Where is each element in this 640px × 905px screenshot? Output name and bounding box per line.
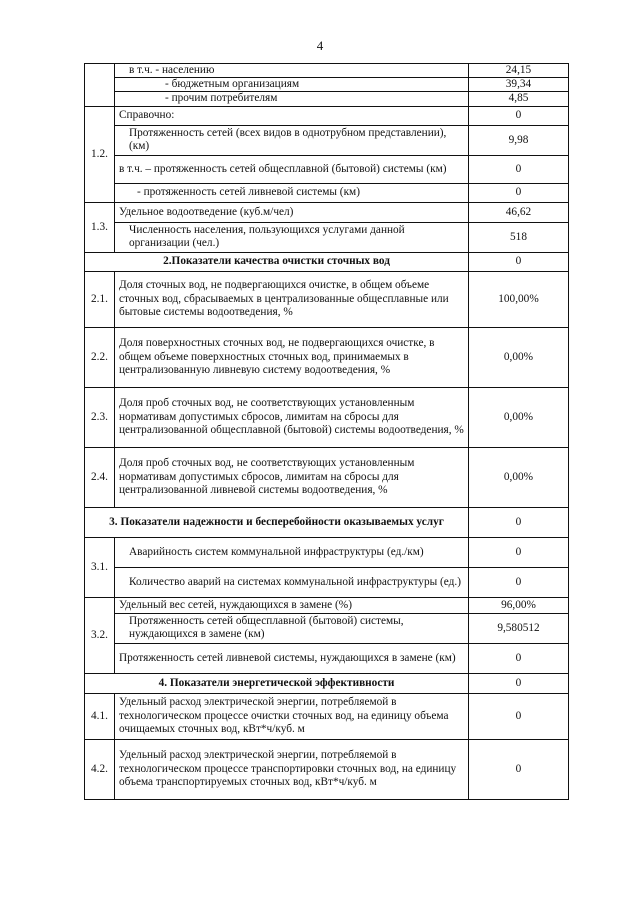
row-value: 0,00% (469, 327, 569, 387)
row-number: 4.1. (85, 693, 115, 739)
row-label: Справочно: (115, 106, 469, 125)
row-value: 0 (469, 643, 569, 673)
row-value: 0 (469, 155, 569, 183)
table-row (85, 222, 569, 252)
table-row (85, 567, 569, 597)
table-row (85, 387, 569, 447)
row-value: 39,34 (469, 78, 569, 92)
row-value: 9,98 (469, 125, 569, 155)
row-value: 0 (469, 106, 569, 125)
row-label: в т.ч. – протяженность сетей общесплавной (бытовой) системы (км) (115, 155, 469, 183)
row-value: 0 (469, 673, 569, 693)
table-row (85, 155, 569, 183)
section-header (85, 252, 569, 271)
row-label: - протяженность сетей ливневой системы (км) (115, 183, 469, 202)
row-value: 96,00% (469, 597, 569, 613)
row-number: 2.1. (85, 271, 115, 327)
row-value: 0,00% (469, 447, 569, 507)
row-value: 0 (469, 183, 569, 202)
table-row (85, 613, 569, 643)
row-label: Удельный расход электрической энергии, потребляемой в технологическом процессе очистки сточных вод, на единицу объема очищаемых сточных вод, кВт*ч/куб. м (115, 693, 469, 739)
row-label: Доля проб сточных вод, не соответствующих установленным нормативам допустимых сбросов, лимитам на сбросы для централизованной общесплавной (бытовой) системы водоотведения, % (115, 387, 469, 447)
row-number: 1.3. (85, 202, 115, 252)
section-title: 2.Показатели качества очистки сточных вод (85, 252, 469, 271)
row-label: в т.ч. - населению (115, 64, 469, 78)
row-value: 100,00% (469, 271, 569, 327)
row-label: - бюджетным организациям (115, 78, 469, 92)
row-value: 0 (469, 567, 569, 597)
row-label: Удельное водоотведение (куб.м/чел) (115, 202, 469, 222)
row-value: 518 (469, 222, 569, 252)
row-label: - прочим потребителям (115, 92, 469, 106)
row-value: 0 (469, 537, 569, 567)
row-label: Удельный расход электрической энергии, потребляемой в технологическом процессе транспортировки сточных вод, на единицу объема транспортируемых сточных вод, кВт*ч/куб. м (115, 739, 469, 799)
page-number: 4 (316, 38, 324, 53)
table-row (85, 106, 569, 125)
row-label: Доля поверхностных сточных вод, не подвергающихся очистке, в общем объеме поверхностных сточных вод, принимаемых в централизованную ливневую систему водоотведения, % (115, 327, 469, 387)
indicators-table (84, 63, 569, 800)
table-row (85, 643, 569, 673)
table-row (85, 327, 569, 387)
row-number: 3.1. (85, 537, 115, 597)
row-value: 9,580512 (469, 613, 569, 643)
table-row (85, 92, 569, 106)
row-value: 46,62 (469, 202, 569, 222)
row-label: Протяженность сетей ливневой системы, нуждающихся в замене (км) (115, 643, 469, 673)
row-number: 4.2. (85, 739, 115, 799)
section-title: 4. Показатели энергетической эффективности (85, 673, 469, 693)
row-label: Численность населения, пользующихся услугами данной организации (чел.) (115, 222, 469, 252)
row-number: 3.2. (85, 597, 115, 673)
table-row (85, 739, 569, 799)
row-label: Доля сточных вод, не подвергающихся очистке, в общем объеме сточных вод, сбрасываемых в централизованные общесплавные или бытовые системы водоотведения, % (115, 271, 469, 327)
table-row (85, 693, 569, 739)
table-row (85, 447, 569, 507)
row-value: 0 (469, 693, 569, 739)
table-row (85, 183, 569, 202)
row-label: Протяженность сетей (всех видов в однотрубном представлении), (км) (115, 125, 469, 155)
table-row (85, 78, 569, 92)
row-number: 1.2. (85, 106, 115, 202)
section-title: 3. Показатели надежности и бесперебойности оказываемых услуг (85, 507, 469, 537)
row-value: 24,15 (469, 64, 569, 78)
row-number: 2.3. (85, 387, 115, 447)
row-label: Аварийность систем коммунальной инфраструктуры (ед./км) (115, 537, 469, 567)
table-row (85, 125, 569, 155)
table-row (85, 597, 569, 613)
section-header (85, 507, 569, 537)
row-label: Удельный вес сетей, нуждающихся в замене (%) (115, 597, 469, 613)
row-label: Доля проб сточных вод, не соответствующих установленным нормативам допустимых сбросов, лимитам на сбросы для централизованной ливневой системы водоотведения, % (115, 447, 469, 507)
row-value: 0 (469, 739, 569, 799)
row-number: 2.2. (85, 327, 115, 387)
row-label: Протяженность сетей общесплавной (бытовой) системы, нуждающихся в замене (км) (115, 613, 469, 643)
table-row (85, 271, 569, 327)
row-number: 2.4. (85, 447, 115, 507)
row-value: 4,85 (469, 92, 569, 106)
row-label: Количество аварий на системах коммунальной инфраструктуры (ед.) (115, 567, 469, 597)
row-value: 0 (469, 507, 569, 537)
row-number-cell (85, 64, 115, 107)
table-row (85, 202, 569, 222)
row-value: 0,00% (469, 387, 569, 447)
row-value: 0 (469, 252, 569, 271)
table-row (85, 537, 569, 567)
table-row (85, 64, 569, 78)
section-header (85, 673, 569, 693)
